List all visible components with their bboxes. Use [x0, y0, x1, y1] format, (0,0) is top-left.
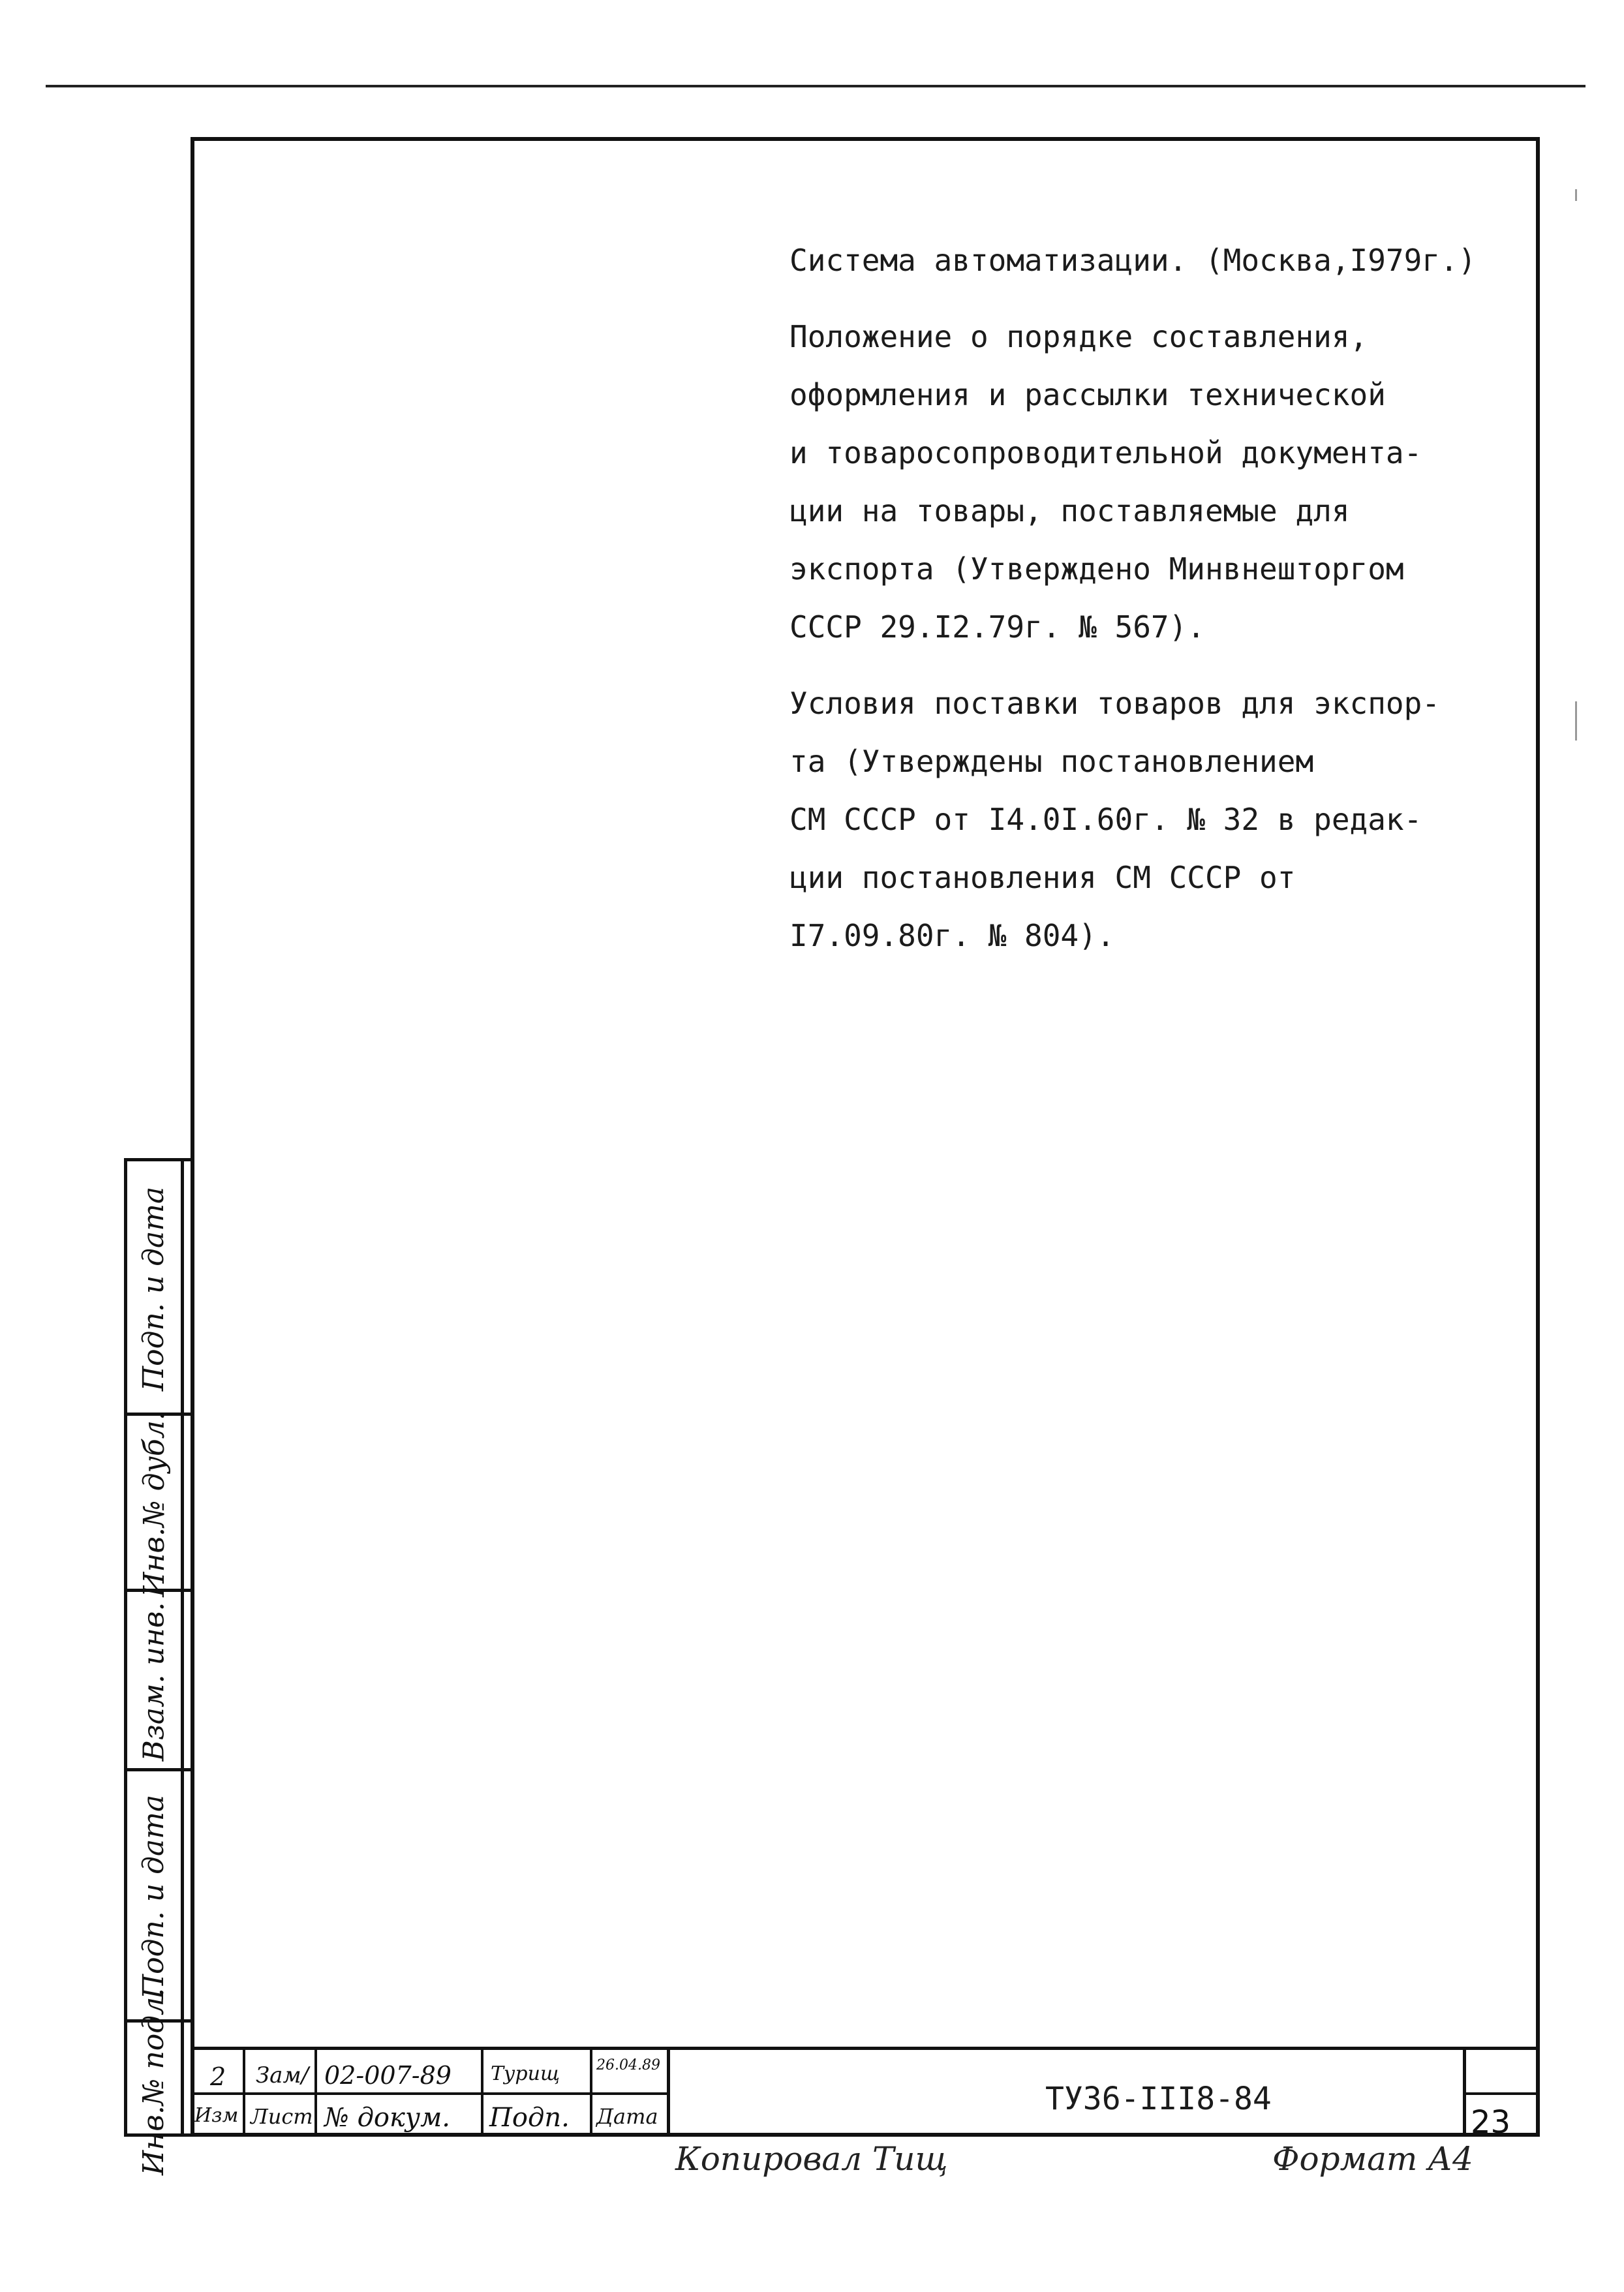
title-block-column-line: [1463, 2047, 1466, 2137]
margin-mark: [1575, 701, 1577, 741]
header-change: Изм: [194, 2104, 239, 2127]
document-code: ТУ36-III8-84: [1045, 2081, 1272, 2117]
margin-mark: [1575, 189, 1577, 201]
title-block-column-line: [314, 2047, 317, 2137]
title-block-column-line: [590, 2047, 592, 2137]
title-block-top-line: [191, 2047, 1540, 2050]
body-text: [789, 232, 1540, 983]
header-date: Дата: [596, 2104, 658, 2129]
top-rule: [46, 85, 1586, 87]
header-sheet: Лист: [251, 2104, 313, 2129]
sheet-box-line: [1463, 2092, 1540, 2095]
paragraph-export-delivery-conditions: Условия поставки товаров для экспор- та (Утверждены постановлением СМ СССР от I4.0I.60г. № 32 в редак- ции постановления СМ СССР от I7.09.80г. № 804).: [789, 686, 1440, 953]
footer-copied-by: Копировал Тищ: [675, 2140, 948, 2178]
side-label-original-no: Инв.№ подл.: [137, 1987, 171, 2175]
title-block: [191, 2047, 1540, 2141]
paragraph-automation-system: Система автоматизации. (Москва,I979г.): [789, 243, 1477, 278]
side-stamp: [124, 1158, 191, 2175]
title-block-column-line: [481, 2047, 483, 2137]
revision-date: 26.04.89: [596, 2057, 660, 2073]
header-doc-no: № докум.: [324, 2103, 450, 2133]
title-block-column-line: [667, 2047, 670, 2137]
side-label-duplicate-no: Инв.№ дубл.: [137, 1411, 171, 1597]
title-block-row-line: [191, 2092, 667, 2095]
revision-signature: Турищ: [491, 2062, 560, 2085]
revision-change: 2: [210, 2062, 226, 2091]
header-signature: Подп.: [489, 2103, 570, 2133]
revision-doc-no: 02-007-89: [324, 2061, 452, 2090]
title-block-column-line: [243, 2047, 245, 2137]
revision-sheet: Зам/: [256, 2062, 309, 2088]
side-label-sign-date-2: Подп. и дата: [137, 1794, 171, 2000]
paragraph-export-documentation-regulation: Положение о порядке составления, оформления и рассылки технической и товаросопроводительной документа- ции на товары, поставляемые для экспорта (Утверждено Минвнешторгом СССР 29.I2.79г. № 567).: [789, 319, 1422, 645]
side-label-sign-date: Подп. и дата: [137, 1186, 171, 1391]
sheet-number: 23: [1471, 2104, 1511, 2141]
side-label-replacement-no: Взам. инв.: [137, 1602, 171, 1762]
footer-format: Формат А4: [1272, 2140, 1473, 2178]
